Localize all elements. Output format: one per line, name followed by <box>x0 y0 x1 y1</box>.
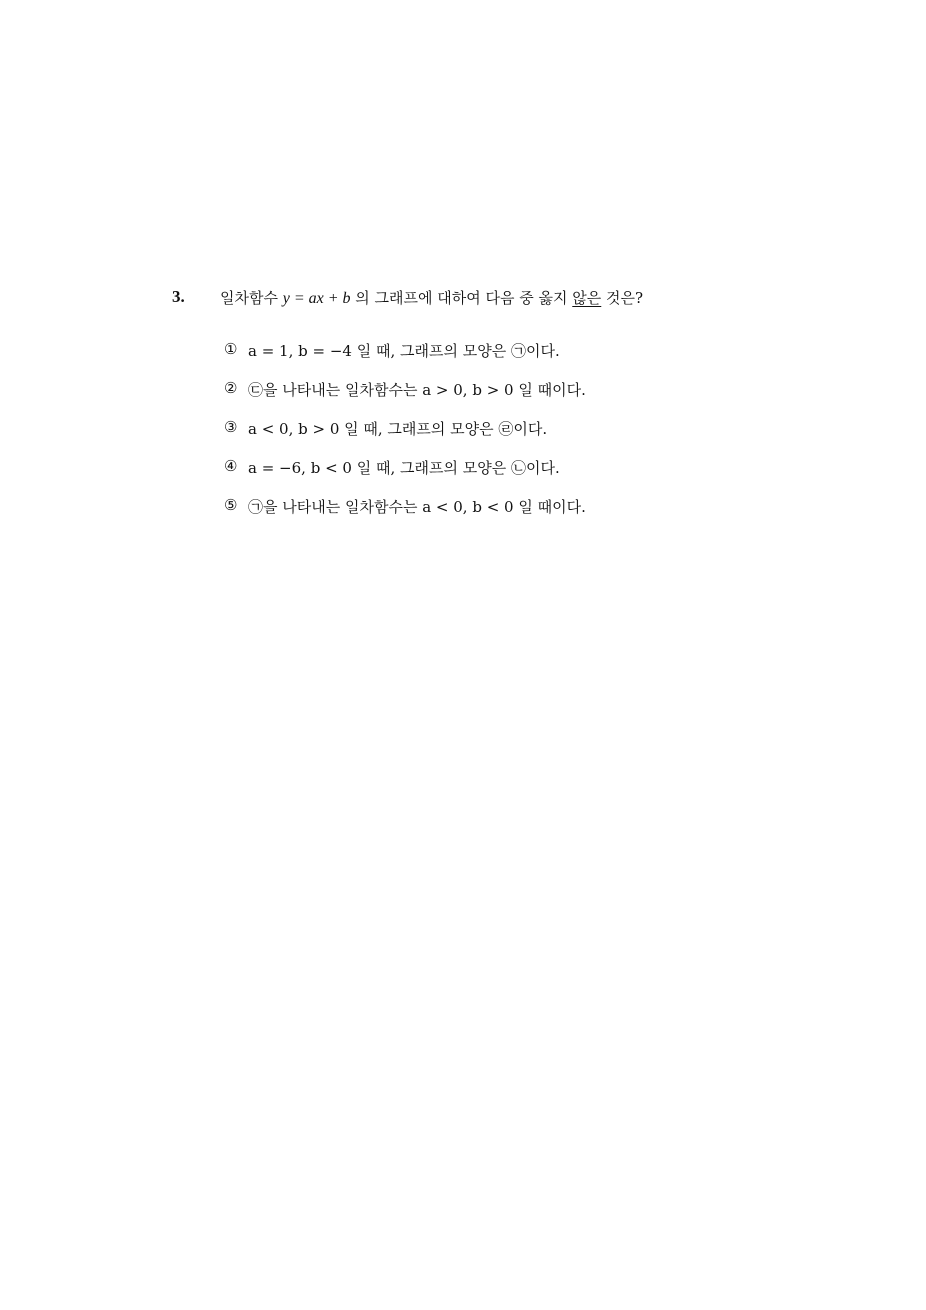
choice-marker: ① <box>224 340 238 358</box>
question-equation: y = ax + b <box>282 290 351 307</box>
choice-marker: ③ <box>224 418 238 436</box>
choice-text: a = 1, b = −4 일 때, 그래프의 모양은 ㉠이다. <box>248 342 560 360</box>
choice-marker: ② <box>224 379 238 397</box>
choice-text: ㉠을 나타내는 일차함수는 a < 0, b < 0 일 때이다. <box>248 498 586 516</box>
question-prefix: 일차함수 <box>220 289 283 307</box>
choice-text: a < 0, b > 0 일 때, 그래프의 모양은 ㉣이다. <box>248 420 548 438</box>
choice-item-5[interactable] <box>224 496 586 535</box>
question-stem <box>220 287 643 308</box>
question-middle: 의 그래프에 대하여 다음 중 옳지 <box>350 289 573 307</box>
choice-text: ㉢을 나타내는 일차함수는 a > 0, b > 0 일 때이다. <box>248 381 586 399</box>
question-number: 3. <box>172 287 185 306</box>
choice-item-1[interactable] <box>224 340 586 379</box>
choice-marker: ④ <box>224 457 238 475</box>
choice-item-4[interactable] <box>224 457 586 496</box>
question-emphasis: 않은 <box>572 289 602 307</box>
choice-text: a = −6, b < 0 일 때, 그래프의 모양은 ㉡이다. <box>248 459 560 477</box>
choice-item-2[interactable] <box>224 379 586 418</box>
question-suffix: 것은? <box>601 289 644 307</box>
choice-list <box>224 340 586 535</box>
choice-marker: ⑤ <box>224 496 238 514</box>
choice-item-3[interactable] <box>224 418 586 457</box>
